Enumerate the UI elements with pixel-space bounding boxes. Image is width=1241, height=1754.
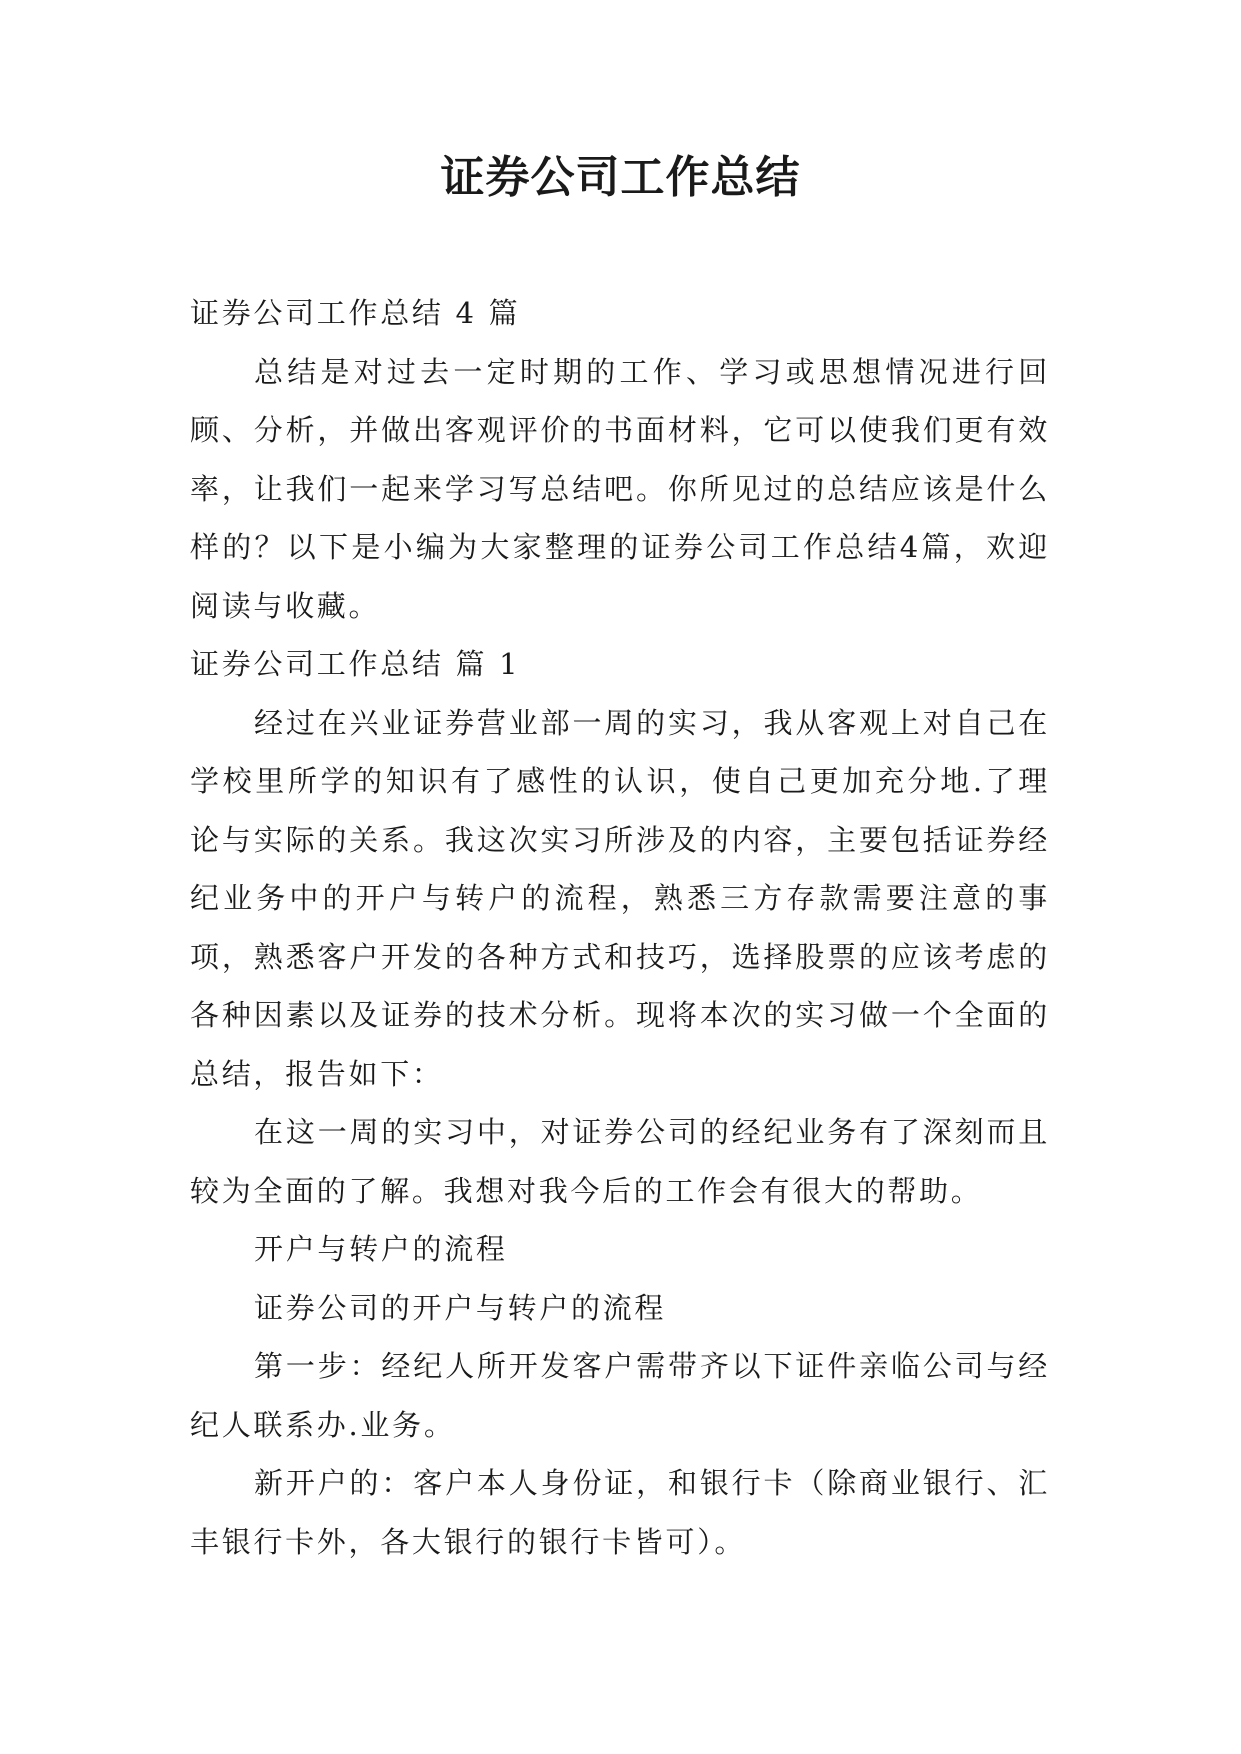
body-paragraph: 在这一周的实习中，对证券公司的经纪业务有了深刻而且较为全面的了解。我想对我今后的工作会有很大的帮助。 — [190, 1115, 1050, 1208]
intro-paragraph: 总结是对过去一定时期的工作、学习或思想情况进行回顾、分析，并做出客观评价的书面材料，它可以使我们更有效率，让我们一起来学习写总结吧。你所见过的总结应该是什么样的？以下是小编为大家整理的证券公司工作总结4篇，欢迎阅读与收藏。 — [190, 354, 1050, 623]
subtitle-line: 证券公司工作总结 4 篇 — [190, 296, 521, 330]
section-heading-part-1: 证券公司工作总结 篇 1 — [190, 647, 521, 681]
new-account-paragraph: 新开户的：客户本人身份证，和银行卡（除商业银行、汇丰银行卡外，各大银行的银行卡皆可）。 — [190, 1466, 1050, 1559]
sub-heading-account-process: 开户与转户的流程 — [254, 1232, 508, 1266]
document-title: 证券公司工作总结 — [440, 152, 801, 203]
body-paragraph: 经过在兴业证券营业部一周的实习，我从客观上对自己在学校里所学的知识有了感性的认识，使自己更加充分地.了理论与实际的关系。我这次实习所涉及的内容，主要包括证券经纪业务中的开户与转户的流程，熟悉三方存款需要注意的事项，熟悉客户开发的各种方式和技巧，选择股票的应该考虑的各种因素以及证券的技术分析。现将本次的实习做一个全面的总结，报告如下： — [190, 705, 1050, 1091]
sub-heading-company-process: 证券公司的开户与转户的流程 — [254, 1290, 667, 1325]
document-body — [190, 284, 1050, 1571]
step-one-paragraph: 第一步：经纪人所开发客户需带齐以下证件亲临公司与经纪人联系办.业务。 — [190, 1349, 1050, 1442]
